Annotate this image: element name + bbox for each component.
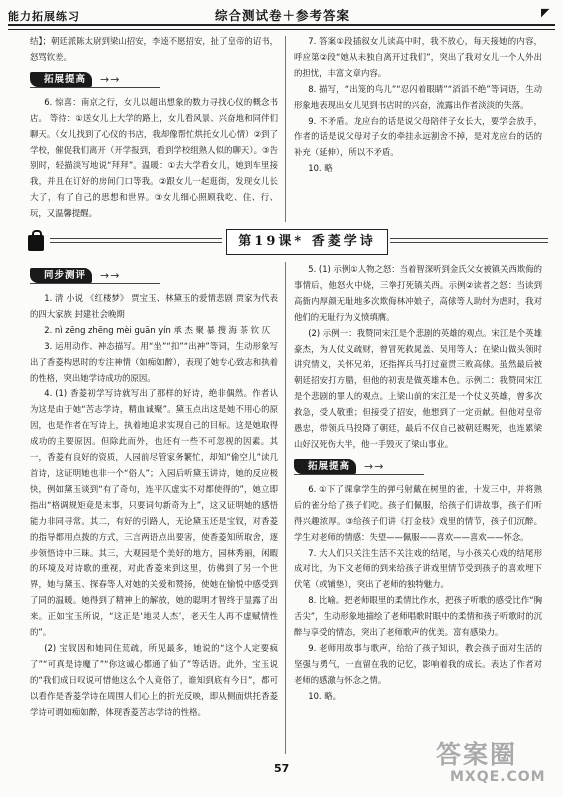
answer-2: 2. nì zēng zhēng mèi guān yín 承 杰 聚 暴 搜 海 茶 钦 仄	[44, 324, 271, 335]
answer-7: 7. 答案①段插叙女儿读高中时，我不放心，每天接她的内容，呼应第②段“她从未独自离开过我们”，突出了我对女儿一个人外出的担忧，丰富文章内容。	[294, 36, 542, 78]
lesson-title-bar	[28, 229, 548, 257]
arrow-icon: →→	[100, 72, 121, 86]
badge-label: 同步测评	[30, 268, 92, 283]
badge-underline	[30, 87, 160, 88]
answer-paragraph: 结】；朝廷派陈太尉到梁山招安，李逵不愿招安，扯了皇帝的诏书，怒骂钦差。	[30, 36, 278, 62]
badge-underline	[294, 474, 424, 475]
badge-label: 拓展提高	[30, 72, 92, 87]
title-rule-right	[390, 238, 548, 243]
lesson-title: 第19课* 香菱学诗	[226, 229, 388, 255]
answer-6: 6. ①下了课拿学生的弹弓射戴在树里的雀，十发三中，并将熟后的雀分给了孩子们吃。孩子们佩服，给孩子们讲故事，孩子们听得兴趣浓厚。③给孩子们讲《打金枝》戏里的情节，孩子们沉醉。学生对老师的情感：失望——佩服——喜欢——喜欢——怀念。	[294, 483, 542, 542]
answer-5: 5. (1) 示例①人物之怒：当着智深听到金氏父女被镇关西欺侮的事情后，他怒火中烧，三拳打死镇关西。示例②读者之怒：当读到高衙内厚颜无耻地多次欺侮林冲娘子，高俅等人助纣为虐时，我对他们的无耻行为义愤填膺。	[294, 264, 542, 322]
answer-1: 1. 清 小说 《红楼梦》 贾宝玉、林黛玉的爱情悲剧 贾家为代表的四大家族 封建社会晚期	[30, 293, 278, 319]
watermark-logo	[436, 735, 558, 793]
answer-8: 8. 比喻。把老师眼里的柔情比作水，把孩子听歌的感受比作“胸舌尖”，生动形象地描绘了老师唱歌时眼中的柔情和孩子听歌时的沉醉与享受的情态，突出了老师歌声的优美。富有感染力。	[294, 595, 542, 638]
book-title: 能力拓展练习	[8, 10, 80, 23]
header-rule	[8, 24, 555, 30]
badge-underline	[30, 283, 160, 284]
arrow-icon: →→	[100, 269, 121, 282]
answer-3: 3. 运用动作、神态描写。用“坐”“扣”“出神”等词，生动形象写出了香菱构思时的专注神情（如痴如醉），表现了她专心致志和执着的性格，突出她学诗成功的原因。	[30, 340, 278, 383]
answer-9: 9. 老师用故事与歌声，给给了孩子知识，教会孩子面对生活的坚强与勇气，一直留在我的记忆，影响着我的成长。表达了作者对老师的感激与怀念之情。	[294, 642, 542, 685]
answer-8: 8. 描写，“出笼的鸟儿”“忍闪着眼睛”“滔滔不绝”等词语，生动形象地表现出女儿见到书店时的兴奋，流露出作者淡淡的失落。	[294, 83, 542, 110]
bottom-right-column	[294, 262, 542, 705]
lock-icon	[28, 235, 44, 251]
answer-5-part-2: (2) 示例一：我赞同宋江是个悲剧的英雄的观点。宋江是个英雄豪杰，为人仗义疏财，曾冒死救晁盖、吴用等人；在梁山做头领时讲究情义，关怀兄弟，还指挥兵马打过童贯三败高俅。虽然最后被朝廷招安打方腊，但他的初衷是做英雄本色。示例二：我赞同宋江是个悲剧的罪人的观点。上梁山前的宋江是一个仗义英雄，曾多次救急，受人敬重；但接受了招安，他想到了一定贡献。但他对皇帝愚忠，带领兵马投降了朝廷，最后不仅自己被朝廷赐死，也连累梁山好汉死伤大半，他一手毁灭了梁山事业。	[294, 327, 542, 449]
badge-extension	[30, 69, 278, 91]
watermark-text: 答案圈	[436, 740, 518, 769]
badge-label: 拓展提高	[294, 459, 356, 474]
corner-mark-icon: ◤	[541, 6, 550, 19]
top-right-column	[294, 34, 542, 177]
answer-4: 4. (1) 香菱初学写诗就写出了那样的好诗，绝非偶然。作者认为这是由于她“苦志学诗，精血诚聚”。黛玉点出这是她不用心的原因，也是作者在写诗上，执着地追求实现自己的目标。这是她取得成功的主要原因。但除此而外，也还有一些不可忽视的因素。其一，香菱有良好的资质，人园前尽管家务繁忙，却知“偷空儿”读几首诗，这证明她也非一个“俗人”；入园后听黛玉讲诗，她的反应极快，例如黛玉谈到“有了奇句，连平仄虚实不对都使得的”，她立即指出“格调规矩竟是末事，只要词句新奇为上”，这又证明她的感悟能力非同寻常。其二，有好的引路人，无论黛玉还是宝钗，对香菱的指导都用点拨的方式，三言两语点出要害，使香菱知所取舍，逐步领悟诗中三昧。其三，大观园是个美好的地方，园林秀丽，闲暇的环境及对诗歌的重视，对此香菱来到这里，仿佛到了另一个世界，她与黛玉、探春等人对她的关爱和赞扬，使她在愉悦中感受到了同的温暖。她得到了精神上的解放，她的聪明才智终于显露了出来。正如宝玉所说，“这正是‘地灵人杰’，老天生人再不虚赋情性的”。	[30, 388, 278, 638]
answer-10: 10. 略。	[308, 690, 341, 701]
top-left-column	[30, 34, 278, 222]
bottom-left-column	[30, 262, 278, 720]
arrow-icon: →→	[364, 459, 385, 473]
answer-4-part-2: (2) 宝钗因和她同住荒疏，所见最多，她说的“这个人定要疯了”“可真是诗魔了”“你这诚心都通了仙了”等话语。此外，宝玉说的“我们成日叹说可惜他这么个人竟俗了，谁知到底有今日”，都可以看作是香菱学诗在周围人们心上的折光反映，即从侧面烘托香菱学诗可谓如痴如醉，体现香菱苦志学诗的性格。	[30, 642, 278, 717]
answer-7: 7. 大人们只关注生活不关注戏的结尾，与小孩关心戏的结尾形成对比，为下文老师的到来给孩子讲戏里情节受到孩子的喜欢埋下伏笔（或铺垫），突出了老师的独特魅力。	[294, 547, 542, 590]
column-divider-bottom	[285, 262, 286, 754]
badge-extension	[294, 456, 542, 478]
answer-10: 10. 略	[308, 163, 333, 174]
answer-9: 9. 不矛盾。龙应台的话是说父母陪伴子女长大，要学会放手，作者的话是说父母对子女的牵挂永远割舍不掉，是对龙应台的话的补充（延伸），所以不矛盾。	[294, 115, 542, 158]
badge-sync-test	[30, 265, 278, 287]
section-title: 综合测试卷＋参考答案	[215, 8, 351, 23]
title-rule-left	[50, 238, 222, 243]
page-header	[0, 0, 563, 30]
watermark-url: MXQE.COM	[450, 769, 546, 785]
answer-6: 6. 惊喜：南京之行，女儿以超出想象的数力寻找心仪的概念书店。 等待：①送女儿上大学的路上，女儿看风景、兴奋地和同伴们聊天。（女儿找到了心仪的书店，我却像帮忙烘托女儿心情）②到了学校，催促我们离开（开学报到，看到学校组熟人似的聊天）。③告别时，轻描淡写地说“拜拜”。温暖：①去大学看女儿，她到车里接我，并且在订好的房间门口等我。②跟女儿一起逛街，发现女儿长大了，有了自己的思想和世界。③女儿细心照顾我吃、住、行、玩，又温馨提醒。	[30, 96, 278, 219]
page-number: 57	[274, 762, 290, 775]
column-divider-top	[285, 36, 286, 222]
